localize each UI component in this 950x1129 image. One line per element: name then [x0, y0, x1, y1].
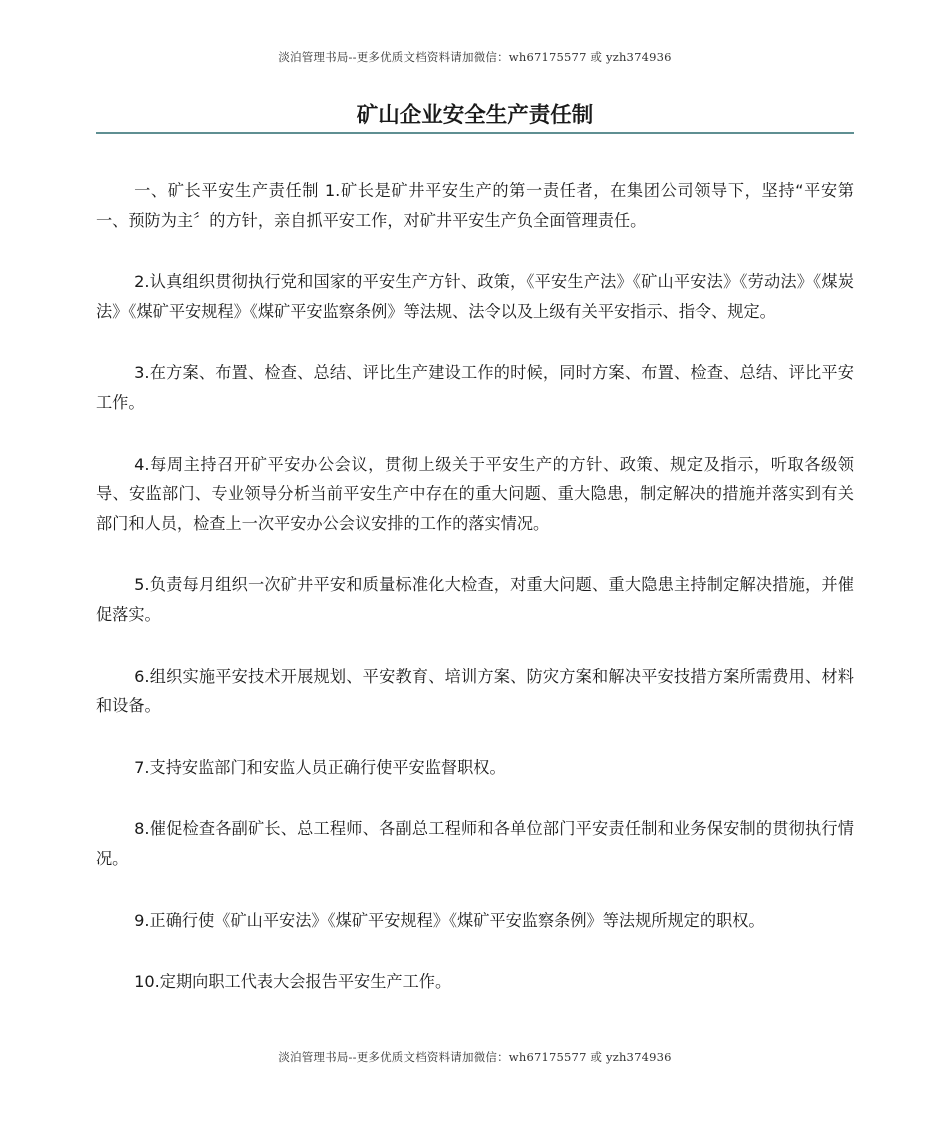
paragraph-2: 2.认真组织贯彻执行党和国家的平安生产方针、政策，《平安生产法》《矿山平安法》《劳动法》《煤炭法》《煤矿平安规程》《煤矿平安监察条例》等法规、法令以及上级有关平安指示、指令、规定。: [96, 272, 854, 321]
title-underline-rule: [96, 132, 854, 134]
paragraph-4: 4.每周主持召开矿平安办公会议，贯彻上级关于平安生产的方针、政策、规定及指示，听取各级领导、安监部门、专业领导分析当前平安生产中存在的重大问题、重大隐患，制定解决的措施并落实到有关部门和人员，检查上一次平安办公会议安排的工作的落实情况。: [96, 454, 854, 533]
paragraph-6: 6.组织实施平安技术开展规划、平安教育、培训方案、防灾方案和解决平安技措方案所需费用、材料和设备。: [96, 666, 854, 716]
document-title: 矿山企业安全生产责任制: [356, 103, 594, 128]
document-body: [96, 176, 854, 1029]
running-header: 淡泊管理书局--更多优质文档资料请加微信：wh67175577 或 yzh374936: [278, 50, 672, 64]
paragraph-7: 7.支持安监部门和安监人员正确行使平安监督职权。: [134, 757, 506, 777]
paragraph-3: 3.在方案、布置、检查、总结、评比生产建设工作的时候，同时方案、布置、检查、总结、评比平安工作。: [96, 363, 854, 412]
paragraph-9: 9.正确行使《矿山平安法》《煤矿平安规程》《煤矿平安监察条例》等法规所规定的职权。: [134, 910, 765, 930]
paragraph-1: 一、矿长平安生产责任制 1.矿长是矿井平安生产的第一责任者，在集团公司领导下，坚持“平安第一、预防为主〞的方针，亲自抓平安工作，对矿井平安生产负全面管理责任。: [96, 181, 854, 230]
paragraph-10: 10.定期向职工代表大会报告平安生产工作。: [134, 972, 452, 992]
paragraph-5: 5.负责每月组织一次矿井平安和质量标准化大检查，对重大问题、重大隐患主持制定解决措施，并催促落实。: [96, 575, 854, 624]
paragraph-8: 8.催促检查各副矿长、总工程师、各副总工程师和各单位部门平安责任制和业务保安制的贯彻执行情况。: [96, 819, 854, 868]
running-footer: 淡泊管理书局--更多优质文档资料请加微信：wh67175577 或 yzh374936: [278, 1050, 672, 1064]
